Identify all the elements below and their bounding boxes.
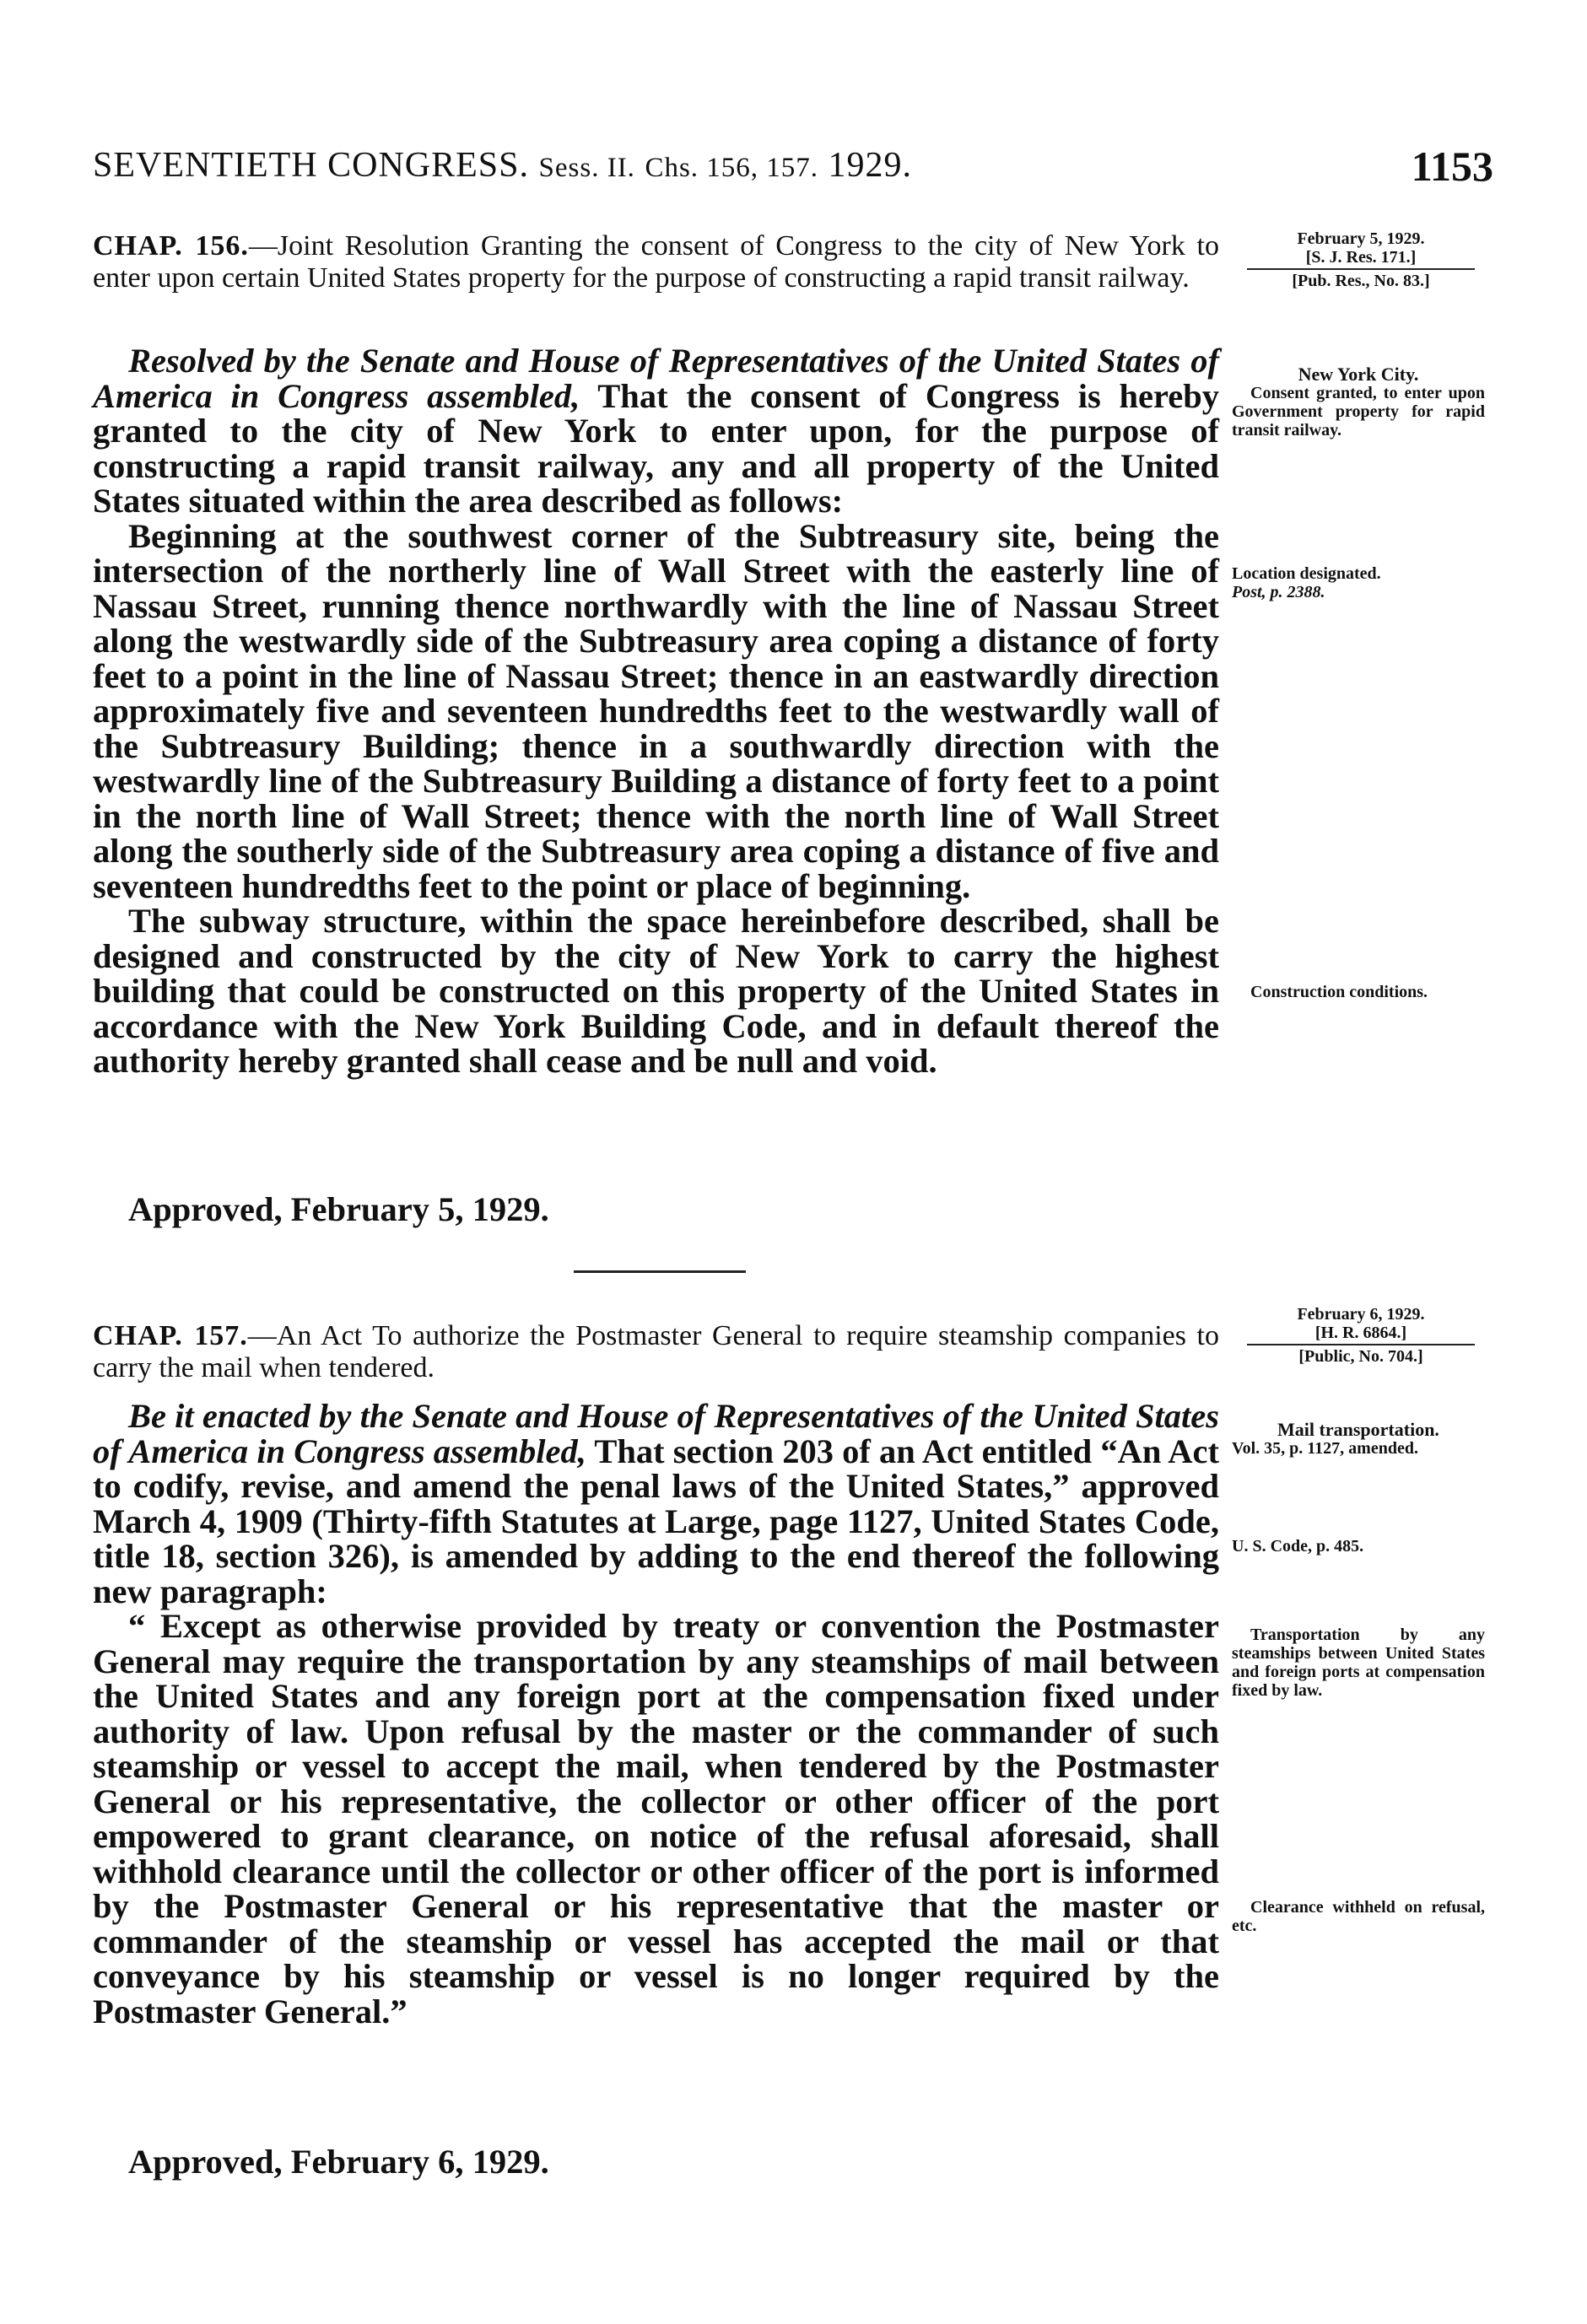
chap156-heading [93, 230, 1219, 294]
running-head-title [93, 145, 912, 186]
chap157-bill: [H. R. 6864.] [1247, 1324, 1475, 1345]
margin-note-transportation [1232, 1626, 1485, 1700]
margin-note-clearance [1232, 1898, 1485, 1935]
margin-note-mail-transportation [1232, 1421, 1485, 1458]
chap156-bill: [S. J. Res. 171.] [1247, 248, 1475, 270]
enacted-clause-text: That section 203 of an Act entitled “An Act to codify, revise, and amend the penal laws of the United States,” approved March 4, 1909 (Thirty-fifth Statutes at Large, page 1127, United States Code, title 18, section 326), is amended by adding to the end thereof the following new paragraph: [93, 1432, 1220, 1610]
note-mail-title: Mail transportation. [1277, 1419, 1439, 1440]
chap157-paragraph-quote: “ Except as otherwise provided by treaty or convention the Postmaster General may require the transportation by any steamships of mail between the United States and any foreign port at the compensation fixed under authority of law. Upon refusal by the master or the commander of such steamship or vessel to accept the mail, when tendered by the Postmaster General or his representative, the collector or other officer of the port empowered to grant clearance, on notice of the refusal aforesaid, shall withhold clearance until the collector or other officer of the port is informed by the Postmaster General or his representative that the master or commander of the steamship or vessel has accepted the mail or that conveyance by his steamship or vessel is no longer required by the Postmaster General.” [93, 1607, 1219, 2030]
note-mail-ref: Vol. 35, p. 1127, amended. [1232, 1439, 1418, 1458]
year-label: 1929. [828, 146, 913, 185]
note-location-title: Location designated. [1232, 564, 1381, 583]
chap157-heading [93, 1320, 1219, 1384]
margin-note-usc [1232, 1537, 1485, 1556]
chap156-body [93, 343, 1219, 1079]
note-nyc-title: New York City. [1298, 364, 1419, 385]
page-number: 1153 [1411, 143, 1493, 190]
chap156-label: CHAP. 156. [93, 230, 249, 262]
chap156-title: —Joint Resolution Granting the consent of Congress to the city of New York to enter upon certain United States property for the purpose of constructing a rapid transit railway. [93, 230, 1219, 294]
resolved-clause-text: That the consent of Congress is hereby granted to the city of New York to enter upon, for the purpose of constructing a rapid transit railway, any and all property of the United States situated within the area described as follows: [93, 376, 1219, 520]
chap157-margin-citation [1247, 1305, 1475, 1366]
chap157-label: CHAP. 157. [93, 1320, 248, 1351]
chap157-approved: Approved, February 6, 1929. [128, 2143, 549, 2181]
chap157-body [93, 1399, 1219, 2029]
chap157-title: —An Act To authorize the Postmaster General to require steamship companies to carry the mail when tendered. [93, 1320, 1219, 1383]
congress-label: SEVENTIETH CONGRESS. [93, 146, 530, 185]
note-location-ref: Post, p. 2388. [1232, 583, 1325, 601]
chap157-date: February 6, 1929. [1297, 1305, 1425, 1324]
chap156-resolving-clause [93, 343, 1219, 519]
margin-note-new-york-city [1232, 365, 1485, 439]
chap157-public-law: [Public, No. 704.] [1298, 1347, 1423, 1366]
margin-note-location [1232, 564, 1485, 601]
note-construction: Construction conditions. [1250, 983, 1428, 1001]
note-usc-ref: U. S. Code, p. 485. [1232, 1537, 1364, 1556]
chap156-approved: Approved, February 5, 1929. [128, 1190, 549, 1228]
note-transportation: Transportation by any steamships between United States and foreign ports at compensation fixed by law. [1232, 1626, 1485, 1700]
chap156-paragraph-subway: The subway structure, within the space hereinbefore described, shall be designed and constructed by the city of New York to carry the highest building that could be constructed on this property of the United States in accordance with the New York Building Code, and in default thereof the authority hereby granted shall cease and be null and void. [93, 902, 1219, 1080]
resolved-clause-italic: Resolved by the Senate and House of Representatives of the United States of America in Congress assembled, [93, 342, 1219, 415]
enacted-clause-italic: Be it enacted by the Senate and House of Representatives of the United States of America in Congress assembled, [93, 1397, 1219, 1470]
chap156-paragraph-beginning: Beginning at the southwest corner of the Subtreasury site, being the intersection of the northerly line of Wall Street with the easterly line of Nassau Street, running thence northwardly with the line of Nassau Street along the westwardly side of the Subtreasury area coping a distance of forty feet to a point in the line of Nassau Street; thence in an eastwardly direction approximately five and seventeen hundredths feet to the westwardly wall of the Subtreasury Building; thence in a southwardly direction with the westwardly line of the Subtreasury Building a distance of forty feet to a point in the north line of Wall Street; thence with the north line of Wall Street along the southerly side of the Subtreasury area coping a distance of five and seventeen hundredths feet to the point or place of beginning. [93, 516, 1219, 905]
note-nyc-text: Consent granted, to enter upon Government property for rapid transit railway. [1232, 384, 1485, 439]
chap156-public-law: [Pub. Res., No. 83.] [1292, 272, 1430, 290]
chap156-margin-citation [1247, 229, 1475, 290]
session-label: Sess. II. [538, 153, 635, 183]
chap157-enacting-clause [93, 1399, 1219, 1609]
note-clearance: Clearance withheld on refusal, etc. [1232, 1898, 1485, 1935]
chap156-date: February 5, 1929. [1297, 229, 1425, 248]
chapters-label: Chs. 156, 157. [645, 153, 819, 183]
chapter-separator-rule [574, 1270, 746, 1273]
running-head [93, 145, 1493, 196]
margin-note-construction [1232, 983, 1485, 1001]
